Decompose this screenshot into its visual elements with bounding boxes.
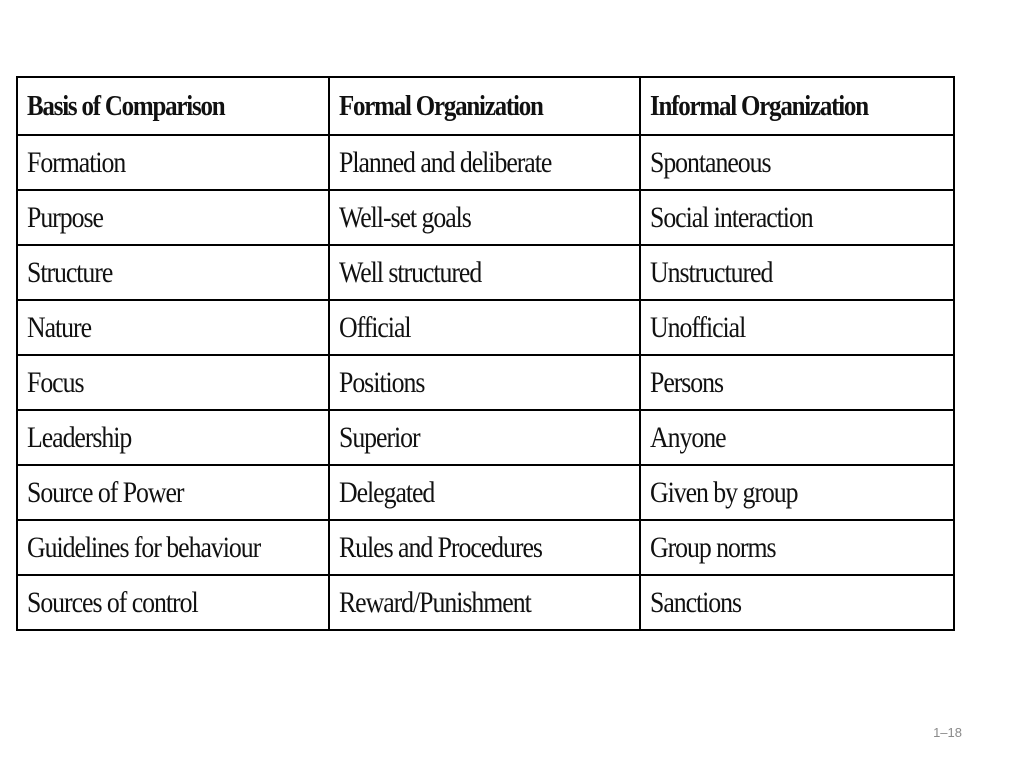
table-cell: Social interaction [640,190,954,245]
table-cell: Official [329,300,640,355]
page-number: 1–18 [933,725,962,740]
table-row [17,465,954,520]
table-cell: Nature [17,300,329,355]
table-cell: Sources of control [17,575,329,630]
table-cell: Well structured [329,245,640,300]
table-cell: Persons [640,355,954,410]
table-cell: Unofficial [640,300,954,355]
table-header-row [17,77,954,135]
table-cell: Spontaneous [640,135,954,190]
table-row [17,245,954,300]
table-cell: Rules and Procedures [329,520,640,575]
header-informal-organization: Informal Organization [640,77,954,135]
header-basis-of-comparison: Basis of Comparison [17,77,329,135]
comparison-table [16,76,955,631]
table-row [17,575,954,630]
table-row [17,410,954,465]
table-cell: Source of Power [17,465,329,520]
table-cell: Superior [329,410,640,465]
table-cell: Planned and deliberate [329,135,640,190]
table-cell: Positions [329,355,640,410]
table-cell: Purpose [17,190,329,245]
table-cell: Delegated [329,465,640,520]
table-cell: Sanctions [640,575,954,630]
table-cell: Anyone [640,410,954,465]
table-cell: Reward/Punishment [329,575,640,630]
header-formal-organization: Formal Organization [329,77,640,135]
table-row [17,520,954,575]
table-cell: Given by group [640,465,954,520]
table-row [17,190,954,245]
table-row [17,135,954,190]
table-cell: Well-set goals [329,190,640,245]
table-cell: Formation [17,135,329,190]
table-row [17,300,954,355]
table-cell: Structure [17,245,329,300]
table-row [17,355,954,410]
table-cell: Focus [17,355,329,410]
table-cell: Unstructured [640,245,954,300]
table-cell: Leadership [17,410,329,465]
table-cell: Guidelines for behaviour [17,520,329,575]
table-cell: Group norms [640,520,954,575]
